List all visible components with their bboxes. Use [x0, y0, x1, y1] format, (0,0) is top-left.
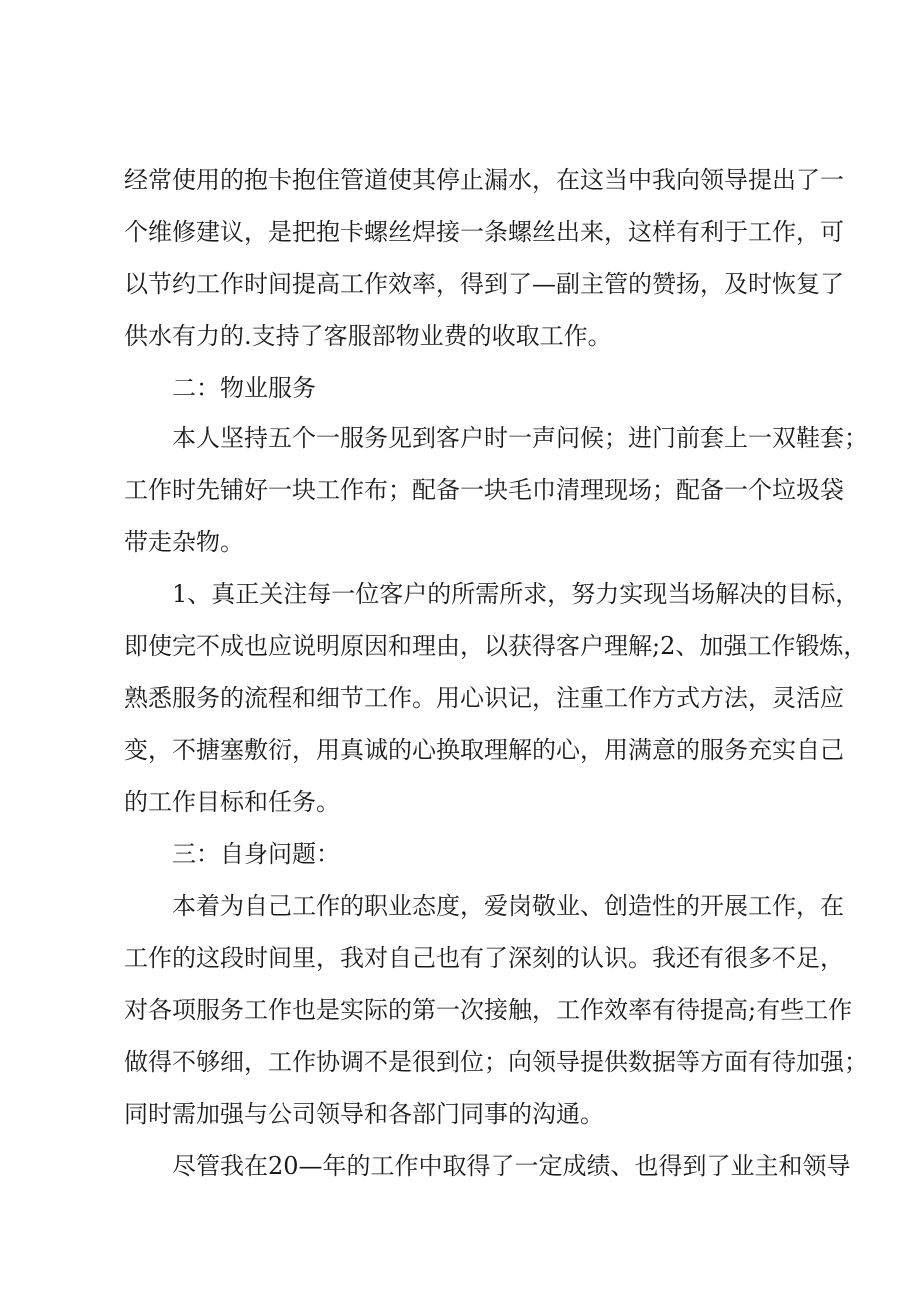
section-heading: 三：自身问题：: [172, 840, 340, 868]
text-line: 工作时先铺好一块工作布；配备一块毛巾清理现场；配备一个垃圾袋: [124, 476, 844, 504]
text-line: 熟悉服务的流程和细节工作。用心识记，注重工作方式方法，灵活应: [124, 684, 844, 712]
text-line: 即使完不成也应说明原因和理由，以获得客户理解;2、加强工作锻炼，: [124, 632, 868, 660]
text-line: 经常使用的抱卡抱住管道使其停止漏水，在这当中我向领导提出了一: [124, 166, 844, 194]
text-line: 的工作目标和任务。: [124, 788, 340, 816]
text-line: 以节约工作时间提高工作效率，得到了—副主管的赞扬，及时恢复了: [124, 270, 844, 298]
text-line: 变，不搪塞敷衍，用真诚的心换取理解的心，用满意的服务充实自己: [124, 736, 844, 764]
text-line: 本着为自己工作的职业态度，爱岗敬业、创造性的开展工作，在: [172, 892, 844, 920]
text-line: 带走杂物。: [124, 528, 244, 556]
text-line: 本人坚持五个一服务见到客户时一声问候；进门前套上一双鞋套；: [172, 424, 868, 452]
text-line: 做得不够细，工作协调不是很到位；向领导提供数据等方面有待加强；: [124, 1048, 868, 1076]
text-line: 同时需加强与公司领导和各部门同事的沟通。: [124, 1100, 604, 1128]
text-line: 供水有力的.支持了客服部物业费的收取工作。: [124, 322, 612, 350]
text-line: 对各项服务工作也是实际的第一次接触，工作效率有待提高;有些工作: [124, 996, 853, 1024]
text-line: 1、真正关注每一位客户的所需所求，努力实现当场解决的目标，: [172, 580, 860, 608]
section-heading: 二：物业服务: [172, 374, 316, 402]
text-line: 尽管我在20—年的工作中取得了一定成绩、也得到了业主和领导: [172, 1152, 851, 1180]
text-line: 个维修建议，是把抱卡螺丝焊接一条螺丝出来，这样有利于工作，可: [124, 218, 844, 246]
text-line: 工作的这段时间里，我对自己也有了深刻的认识。我还有很多不足，: [124, 944, 844, 972]
